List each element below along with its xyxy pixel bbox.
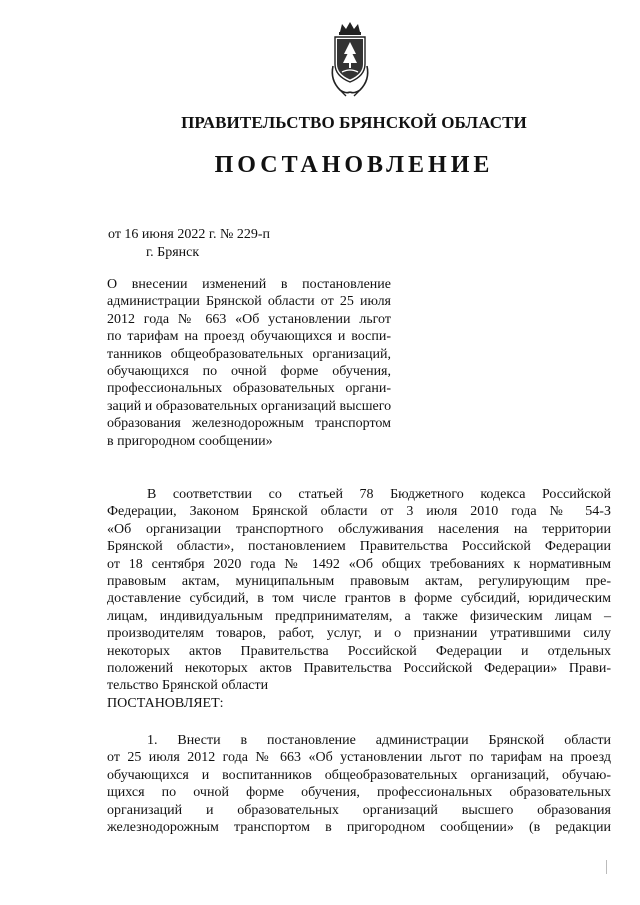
preamble-line: положений некоторых актов Правительства Российской Федерации» Прави- [107,661,611,677]
preamble-line: правовым актам, муниципальным правовым актам, регулирующим пре- [107,574,611,590]
item-1-line: железнодорожным транспортом в пригородном сообщении» (в редакции [107,820,611,836]
subject-line: танников общеобразовательных организаций, [107,346,391,362]
preamble-line: лицам, индивидуальным предпринимателям, а также физическим лицам – [107,608,611,624]
preamble-line: «Об организации транспортного обслуживания населения на территории [107,521,611,537]
preamble-line: производителям товаров, работ, услуг, и о признании утратившими силу [107,626,611,642]
item-1-line: 1. Внести в постановление администрации Брянской области [147,733,611,748]
subject-line: заций и образовательных организаций высшего [107,398,392,414]
item-1-line: организаций и образовательных организаций высшего образования [107,802,611,818]
item-1-line: щихся по очной форме обучения, профессиональных образовательных [107,785,611,801]
subject-line: О внесении изменений в постановление [107,277,391,292]
preamble-line: В соответствии со статьей 78 Бюджетного кодекса Российской [147,487,611,502]
subject-line: в пригородном сообщении» [107,433,273,449]
item-1-line: обучающихся и воспитанников общеобразовательных организаций, обучаю- [107,767,611,783]
item-1-line: от 25 июля 2012 года № 663 «Об установлении льгот по тарифам на проезд [107,750,611,766]
preamble-line: Федерации, Законом Брянской области от 3 июля 2010 года № 54-З [107,504,611,520]
preamble-line: доставление субсидий, в том числе грантов в форме субсидий, юридическим [107,591,611,607]
preamble-line: от 18 сентября 2020 года № 1492 «Об общих требованиях к нормативным [107,556,611,572]
preamble-paragraph [107,486,611,712]
coat-of-arms-emblem [326,20,374,100]
document-type-title: ПОСТАНОВЛЕНИЕ [214,152,494,178]
preamble-line: некоторых актов Правительства Российской Федерации и отдельных [107,643,611,659]
subject-line: администрации Брянской области от 25 июля [107,294,391,310]
scan-margin-mark [606,860,607,874]
date-number-line: от 16 июня 2022 г. № 229-п [108,227,270,242]
subject-line: профессиональных образовательных органи- [107,381,391,397]
subject-line: по тарифам на проезд обучающихся и воспи- [107,329,391,345]
preamble-line: тельство Брянской области [107,678,269,694]
resolves-keyword: ПОСТАНОВЛЯЕТ: [107,695,224,711]
item-1-paragraph [107,732,611,836]
subject-line: 2012 года № 663 «Об установлении льгот [107,311,391,327]
city-line: г. Брянск [146,245,200,260]
subject-line: образования железнодорожным транспортом [107,416,391,432]
government-title: ПРАВИТЕЛЬСТВО БРЯНСКОЙ ОБЛАСТИ [181,113,527,132]
preamble-line: Брянской области», постановлением Правительства Российской Федерации [107,539,611,555]
subject-line: обучающихся по очной форме обучения, [107,364,391,380]
subject-block [107,276,391,450]
